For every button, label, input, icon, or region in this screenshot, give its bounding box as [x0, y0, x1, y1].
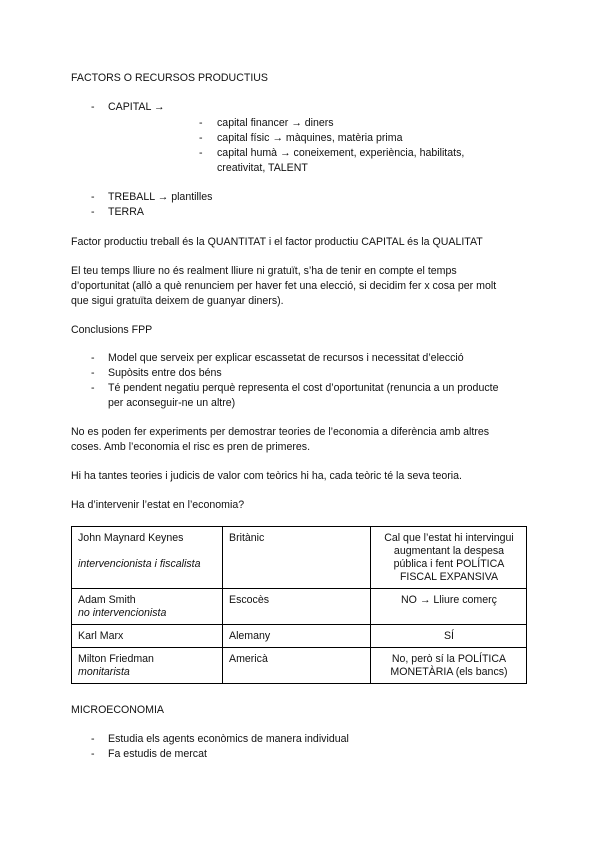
bullet-dash: - — [91, 748, 95, 760]
bullet-dash: - — [91, 206, 95, 218]
capital-item: capital físic → màquines, matèria prima — [217, 132, 403, 144]
bullet-dash: - — [91, 191, 95, 203]
stance-cell — [371, 648, 527, 684]
table-row — [72, 648, 527, 684]
stance-line: Cal que l’estat hi intervingui — [384, 532, 514, 544]
paragraph-line: coses. Amb l’economia el risc es pren de primeres. — [71, 441, 311, 453]
economist-cell — [72, 648, 223, 684]
stance-line: pública i fent POLÍTICA — [393, 558, 505, 570]
economists-table — [71, 526, 527, 684]
conclusion-item: Té pendent negatiu perquè representa el cost d’oportunitat (renuncia a un producte — [108, 382, 499, 394]
table-row — [72, 625, 527, 648]
paragraph-line: que sigui gratuïta deixem de guanyar diners). — [71, 295, 284, 307]
bullet-dash: - — [91, 352, 95, 364]
economist-cell — [72, 589, 223, 625]
paragraph-line: El teu temps lliure no és realment lliure ni gratuït, s’ha de tenir en compte el temps — [71, 265, 457, 277]
origin-cell: Britànic — [223, 527, 371, 589]
table-row — [72, 589, 527, 625]
paragraph: Factor productiu treball és la QUANTITAT i el factor productiu CAPITAL és la QUALITAT — [71, 236, 483, 248]
factor-item: TREBALL → plantilles — [108, 191, 213, 203]
economist-tag: intervencionista i fiscalista — [78, 558, 201, 570]
economist-name: Adam Smith — [78, 594, 136, 606]
bullet-dash: - — [91, 101, 95, 113]
origin-cell: Americà — [223, 648, 371, 684]
economist-cell — [72, 527, 223, 589]
stance-cell: SÍ — [371, 625, 527, 648]
section-heading: Conclusions FPP — [71, 324, 153, 336]
micro-item: Fa estudis de mercat — [108, 748, 207, 760]
economist-cell: Karl Marx — [72, 625, 223, 648]
paragraph-line: d’oportunitat (allò a què renunciem per haver fet una elecció, si decidim fer x cosa per molt — [71, 280, 497, 292]
economist-name: Milton Friedman — [78, 653, 154, 665]
bullet-dash: - — [91, 367, 95, 379]
stance-line: No, però sí la POLÍTICA — [391, 653, 507, 665]
stance-cell — [371, 527, 527, 589]
capital-item: capital humà → coneixement, experiència, habilitats, — [217, 147, 465, 159]
question: Ha d’intervenir l’estat en l’economia? — [71, 499, 245, 511]
factor-item: TERRA — [108, 206, 144, 218]
conclusion-item-continuation: per aconseguir-ne un altre) — [108, 397, 236, 409]
capital-label: CAPITAL → — [108, 101, 165, 113]
page-title: FACTORS O RECURSOS PRODUCTIUS — [71, 72, 268, 84]
capital-item-continuation: creativitat, TALENT — [217, 162, 308, 174]
paragraph-line: No es poden fer experiments per demostrar teories de l’economia a diferència amb altres — [71, 426, 490, 438]
bullet-dash: - — [91, 382, 95, 394]
bullet-dash: - — [199, 117, 203, 129]
origin-cell: Alemany — [223, 625, 371, 648]
conclusion-item: Model que serveix per explicar escassetat de recursos i necessitat d’elecció — [108, 352, 464, 364]
conclusion-item: Supòsits entre dos béns — [108, 367, 222, 379]
economist-tag: monitarista — [78, 666, 130, 678]
bullet-dash: - — [199, 147, 203, 159]
stance-cell: NO → Lliure comerç — [371, 589, 527, 625]
origin-cell: Escocès — [223, 589, 371, 625]
stance-line: MONETÀRIA (els bancs) — [390, 666, 508, 678]
stance-line: augmentant la despesa — [393, 545, 505, 557]
paragraph: Hi ha tantes teories i judicis de valor com teòrics hi ha, cada teòric té la seva teoria. — [71, 470, 462, 482]
stance-line: FISCAL EXPANSIVA — [399, 571, 499, 583]
micro-item: Estudia els agents econòmics de manera individual — [108, 733, 349, 745]
economist-name: John Maynard Keynes — [78, 532, 184, 544]
table-row — [72, 527, 527, 589]
economist-tag: no intervencionista — [78, 607, 167, 619]
section-heading: MICROECONOMIA — [71, 704, 164, 716]
bullet-dash: - — [199, 132, 203, 144]
bullet-dash: - — [91, 733, 95, 745]
capital-item: capital financer → diners — [217, 117, 334, 129]
